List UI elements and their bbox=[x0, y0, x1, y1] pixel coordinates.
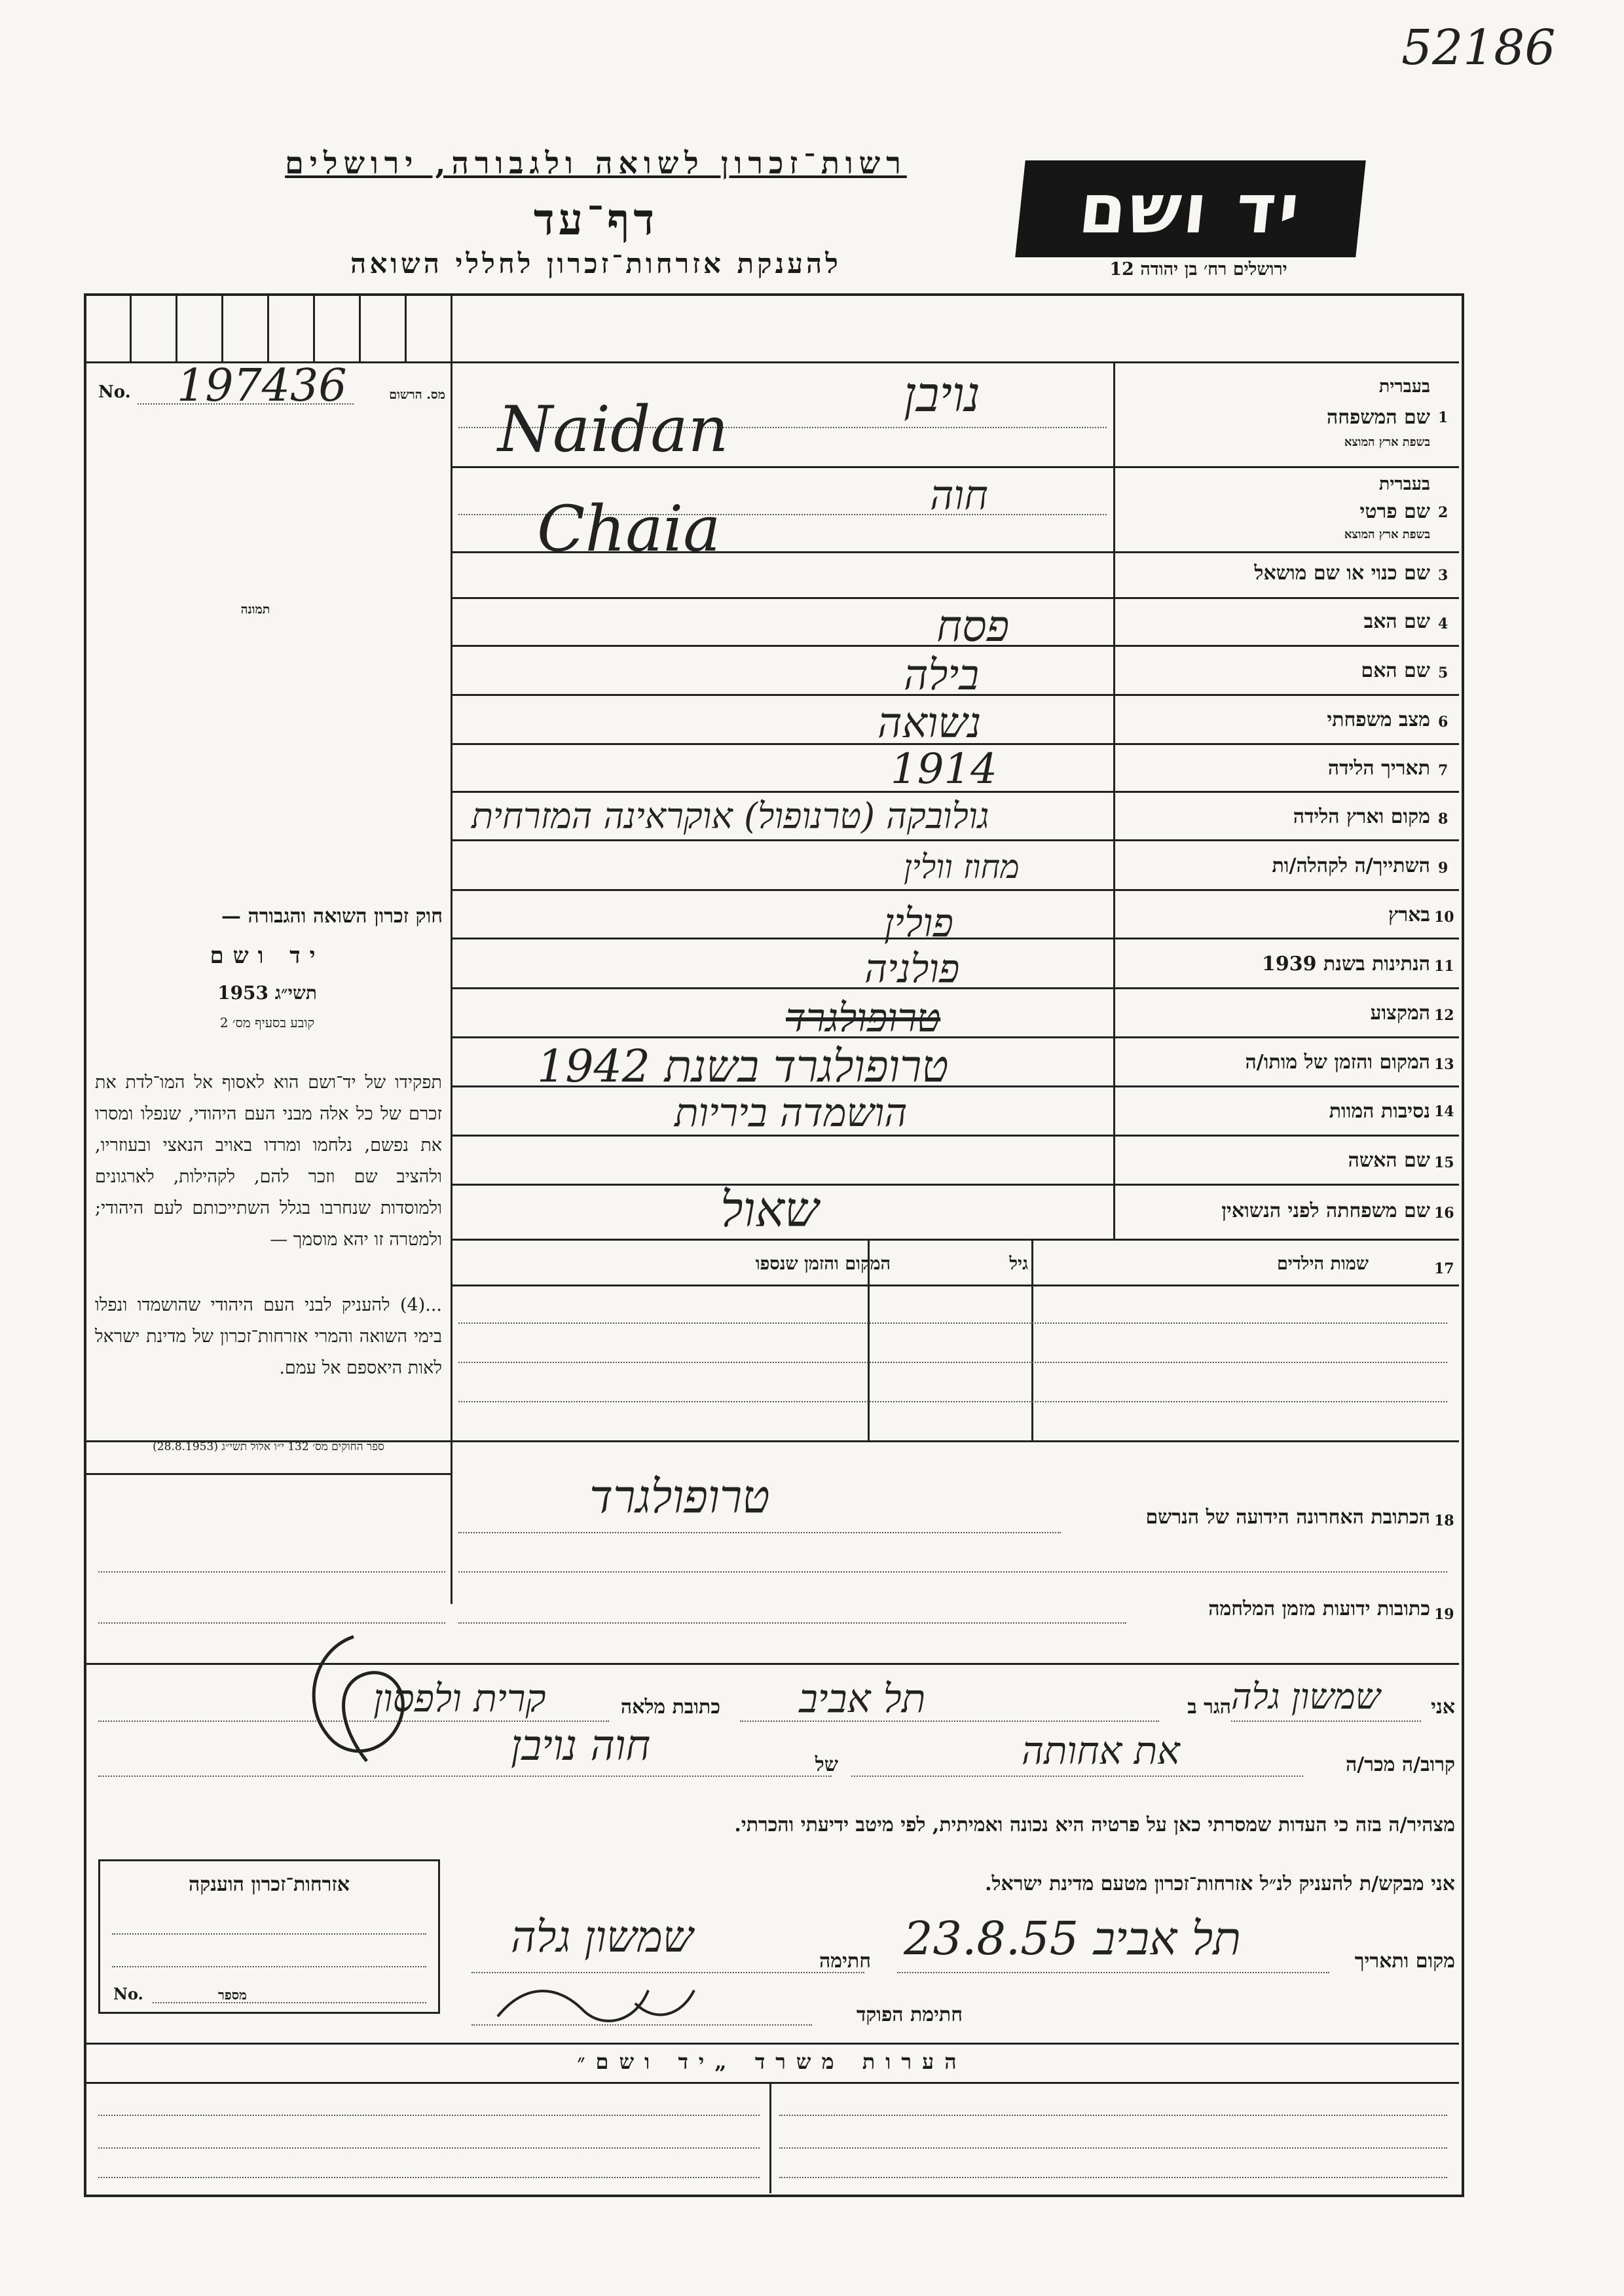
signature-value: שמשון גלה bbox=[511, 1912, 693, 1962]
field-1-value-hebrew: נויבן bbox=[904, 367, 980, 423]
request-text: אני מבקש/ת להעניק לנ״ל אזרחות־זכרון מטעם מדינת ישראל. bbox=[985, 1872, 1455, 1895]
field-1-foreign-sub: בשפת ארץ המוצא bbox=[1344, 435, 1430, 449]
declaration-text: מצהיר/ה בזה כי העדות שמסרתי כאן על פרטיה היא נכונה ואמיתית, לפי מיטב ידיעתי והכרתי. bbox=[734, 1813, 1455, 1836]
field-12-value: טרופולגרד bbox=[786, 995, 941, 1041]
field-4-value: פסח bbox=[936, 601, 1010, 651]
form-subtitle: להענקת אזרחות־זכרון לחללי השואה bbox=[350, 247, 841, 280]
field-11-label: הנתינות בשנת 1939 bbox=[1261, 953, 1430, 975]
field-2-label: שם פרטי bbox=[1359, 500, 1430, 523]
field-1-label: שם המשפחה bbox=[1326, 406, 1430, 429]
authority-title: רשות־זכרון לשואה ולגבורה, ירושלים bbox=[285, 145, 907, 181]
field-16-label: שם משפחתה לפני הנשואין bbox=[1221, 1199, 1430, 1222]
field-11-value: פולניה bbox=[864, 946, 960, 992]
field-6-number: 6 bbox=[1438, 714, 1449, 731]
of-label: של bbox=[815, 1753, 838, 1776]
field-8-label: מקום וארץ הלידה bbox=[1293, 805, 1430, 828]
logo-text: יד ושם bbox=[1075, 169, 1306, 249]
field-14-value: הושמדה ביריות bbox=[674, 1090, 908, 1136]
citizenship-num-label: מספר bbox=[218, 1987, 247, 2003]
field-5-label: שם האם bbox=[1361, 659, 1430, 682]
declarant-name: שמשון גלה bbox=[1231, 1676, 1380, 1717]
signature-label: חתימה bbox=[819, 1950, 871, 1973]
field-2-foreign-sub: בשפת ארץ המוצא bbox=[1344, 528, 1430, 541]
field-10-label: בארץ bbox=[1388, 903, 1430, 926]
field-18-number: 18 bbox=[1434, 1512, 1454, 1529]
field-6-value: נשואה bbox=[877, 699, 982, 748]
field-2-hebrew-sub: בעברית bbox=[1378, 474, 1430, 494]
field-12-number: 12 bbox=[1434, 1007, 1454, 1024]
place-date-label: מקום ותאריך bbox=[1354, 1950, 1455, 1973]
field-5-number: 5 bbox=[1438, 665, 1449, 682]
field-15-label: שם האשה bbox=[1348, 1149, 1430, 1172]
law-footnote: ספר החוקים מס׳ 132 י״ו אלול תשי״ג (28.8.1953) bbox=[153, 1440, 384, 1453]
field-5-value: בילה bbox=[904, 651, 980, 700]
field-14-number: 14 bbox=[1434, 1103, 1454, 1120]
field-12-label: המקצוע bbox=[1370, 1002, 1430, 1025]
field-16-number: 16 bbox=[1434, 1205, 1454, 1222]
field-9-number: 9 bbox=[1438, 860, 1449, 877]
address-line: ירושלים רח׳ בן יהודה 12 bbox=[1109, 259, 1287, 280]
field-10-value: פולין bbox=[884, 900, 953, 946]
field-7-label: תאריך הלידה bbox=[1327, 757, 1430, 780]
registration-no-label: No. bbox=[98, 382, 131, 402]
field-7-number: 7 bbox=[1438, 762, 1449, 779]
field-10-number: 10 bbox=[1434, 909, 1454, 926]
field-2-value-hebrew: חוה bbox=[930, 471, 988, 519]
field-3-number: 3 bbox=[1438, 567, 1449, 584]
field-19-number: 19 bbox=[1434, 1606, 1454, 1623]
field-17-number: 17 bbox=[1434, 1260, 1454, 1277]
field-8-number: 8 bbox=[1438, 811, 1449, 828]
official-signature-label: חתימת הפוקד bbox=[856, 2003, 963, 2026]
law-title: חוק זכרון השואה והגבורה — bbox=[221, 905, 443, 928]
field-2-value-foreign: Chaia bbox=[537, 492, 721, 566]
field-4-number: 4 bbox=[1438, 615, 1449, 632]
field-16-value: שאול bbox=[720, 1182, 819, 1238]
field-13-number: 13 bbox=[1434, 1056, 1454, 1073]
place-date-value: תל אביב 23.8.55 bbox=[904, 1912, 1241, 1965]
citizenship-no-label: No. bbox=[113, 1984, 143, 2003]
declarant-address-label: כתובת מלאה bbox=[620, 1696, 720, 1719]
citizenship-box-title: אזרחות־זכרון הוענקה bbox=[188, 1873, 350, 1896]
field-3-label: שם כנוי או שם מושאל bbox=[1254, 562, 1430, 585]
field-4-label: שם האב bbox=[1363, 610, 1430, 633]
remarks-title: הערות משרד „יד ושם״ bbox=[577, 2049, 967, 2074]
declarant-ani-label: אני bbox=[1431, 1696, 1455, 1719]
field-9-label: השתייך/ה לקהלה/ות bbox=[1272, 854, 1430, 877]
relation-label: קרוב/ה מכר/ה bbox=[1346, 1753, 1455, 1776]
field-19-label: כתובות ידועות מזמן המלחמה bbox=[1208, 1597, 1430, 1620]
archive-number: 52186 bbox=[1401, 20, 1556, 76]
field-6-label: מצב משפחתי bbox=[1327, 708, 1430, 731]
law-clause-4: ...(4) להעניק לבני העם היהודי שהושמדו ונפלו בימי השואה והמרי אזרחות־זכרון של מדינת ישראל לאות היאספם אל עמם. bbox=[95, 1295, 442, 1378]
declarant-scribble bbox=[275, 1624, 426, 1781]
field-7-value: 1914 bbox=[891, 745, 997, 793]
law-clause: קובע בסעיף מס׳ 2 bbox=[219, 1015, 315, 1030]
field-15-number: 15 bbox=[1434, 1154, 1454, 1171]
field-18-label: הכתובת האחרונה הידועה של הנרשם bbox=[1145, 1506, 1430, 1529]
field-8-value: גולובקה (טרנופול) אוקראינה המזרחית bbox=[471, 795, 989, 837]
field-11-number: 11 bbox=[1434, 958, 1454, 975]
field-1-hebrew-sub: בעברית bbox=[1378, 376, 1430, 397]
field-9-value: מחוז וולין bbox=[904, 848, 1020, 886]
declarant-city: תל אביב bbox=[799, 1676, 926, 1722]
field-18-value: טרופולגרד bbox=[589, 1470, 770, 1523]
declarant-resides-label: הגר ב bbox=[1187, 1696, 1231, 1719]
registration-number: 197436 bbox=[177, 360, 347, 412]
declarant-address: קרית ולפסון bbox=[373, 1676, 546, 1721]
field-14-label: נסיבות המוות bbox=[1329, 1100, 1430, 1123]
field-13-label: המקום והזמן של מותו/ה bbox=[1245, 1051, 1430, 1074]
law-name: יד ושם bbox=[210, 943, 325, 969]
field-13-value: טרופולגרד בשנת 1942 bbox=[537, 1041, 949, 1093]
children-age-header: גיל bbox=[1009, 1254, 1028, 1274]
citizenship-box bbox=[98, 1859, 440, 2014]
relation-value: את אחותה bbox=[1022, 1728, 1180, 1773]
form-title: דף־עד bbox=[533, 194, 659, 245]
law-body: תפקידו של יד־ושם הוא לאסוף אל המו־לדת את זכרם של כל אלה מבני העם היהודי, שנפלו ומסרו את נפשם, נלחמו ומרדו באויב הנאצי ובעוזריו, ולהציב שם וזכר להם, לקהילות, לארגונים ולמוסדות שנחרבו בגלל השתייכותם לעם היהודי; ולמטרה זו יהא מוסמך — bbox=[95, 1072, 442, 1250]
photo-label: תמונה bbox=[240, 602, 270, 617]
children-names-header: שמות הילדים bbox=[1276, 1254, 1369, 1274]
of-name: חוה נויבן bbox=[511, 1722, 651, 1770]
field-2-number: 2 bbox=[1438, 504, 1449, 521]
official-signature-scribble bbox=[485, 1964, 707, 2043]
registration-label: מס. הרשום bbox=[389, 388, 445, 402]
law-year: תשי״ג 1953 bbox=[217, 982, 317, 1004]
yad-vashem-logo bbox=[1015, 160, 1366, 257]
field-1-value-foreign: Naidan bbox=[498, 393, 729, 466]
field-1-number: 1 bbox=[1438, 409, 1449, 426]
children-place-header: המקום והזמן שנספו bbox=[755, 1254, 891, 1274]
